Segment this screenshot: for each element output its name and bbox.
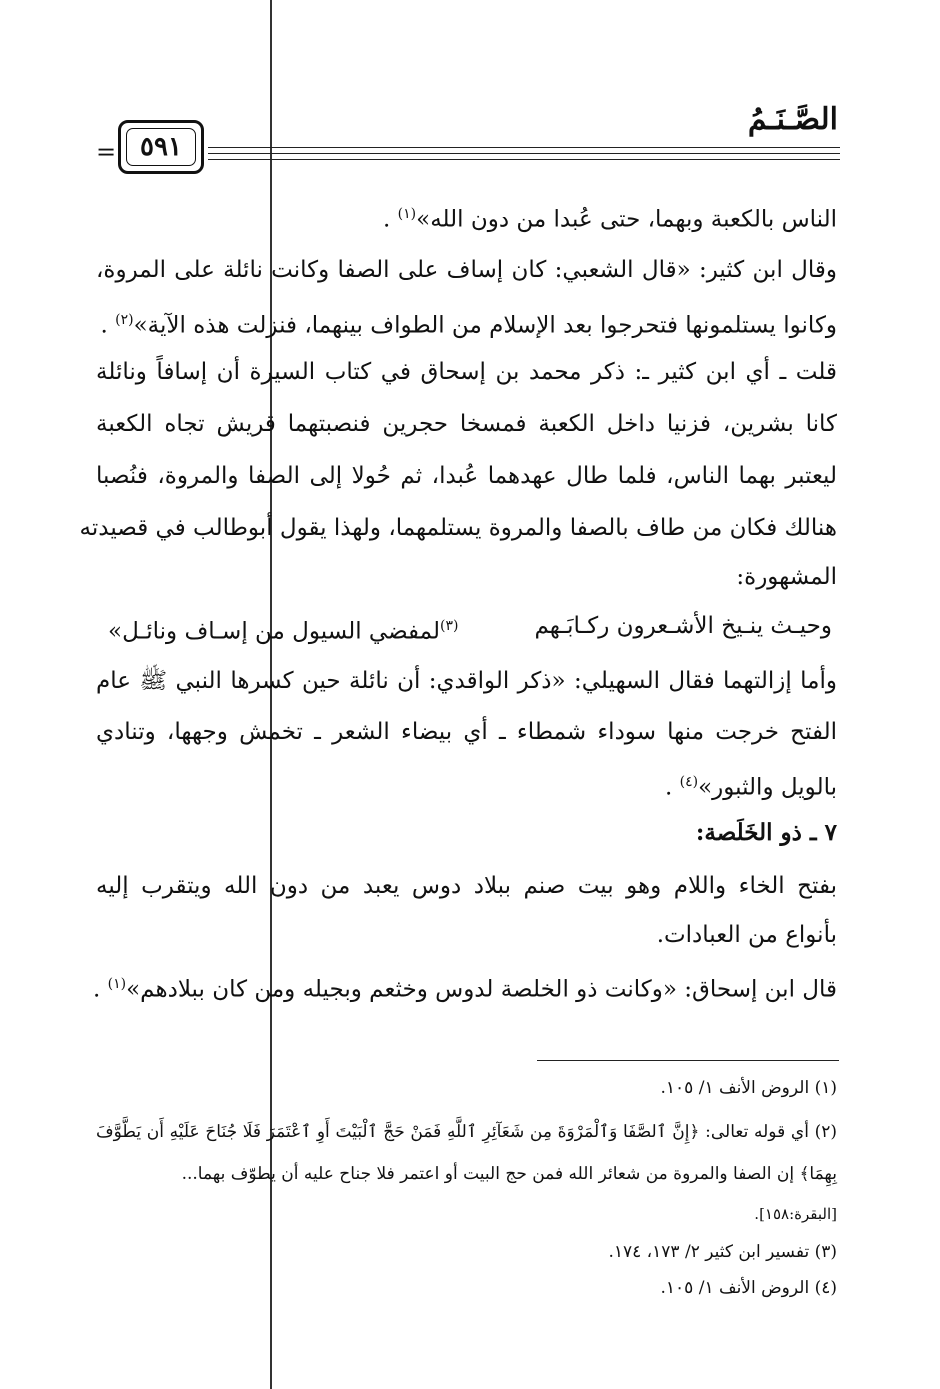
page-number: ٥٩١ [126, 128, 196, 166]
body-line: بأنواع من العبادات. [656, 922, 837, 948]
footnote: (٤) الروض الأنف ١/ ١٠٥. [660, 1278, 837, 1298]
verse-second-half: $^{(٣)}$لمفضي السيول من إسـاف ونائـل» [108, 618, 459, 645]
footnote: (٢) أي قوله تعالى: ﴿إِنَّ ٱلصَّفَا وَٱلْمَرْوَةَ مِن شَعَآئِرِ ٱللَّهِ فَمَنْ حَجَّ ٱلْبَيْتَ أَوِ ٱعْتَمَرَ فَلَا جُنَاحَ عَلَيْهِ أَن يَطَّوَّفَ [96, 1122, 838, 1142]
section-heading: ٧ ـ ذو الخَلَصة: [695, 819, 837, 846]
header-left-mark: = [96, 138, 117, 166]
body-line: كانا بشرين، فزنيا داخل الكعبة فمسخا حجرين فنصبتهما قريش تجاه الكعبة [96, 411, 837, 437]
verse-first-half: وحيـث ينـيخ الأشـعرون ركـابَـهم [534, 613, 832, 639]
body-line: قال ابن إسحاق: «وكانت ذو الخلصة لدوس وخثعم وبجيله ومن كان ببلادهم»$^{(١)}$ . [92, 976, 837, 1003]
body-line: بالويل والثبور»$^{(٤)}$ . [665, 774, 837, 801]
footnote: (٣) تفسير ابن كثير ٢/ ١٧٣، ١٧٤. [608, 1242, 837, 1262]
header-rule [208, 159, 840, 160]
body-line: المشهورة: [736, 564, 837, 590]
footnote-separator [537, 1060, 839, 1061]
running-header-title: الصَّـنَـمُ [747, 102, 838, 137]
body-line: بفتح الخاء واللام وهو بيت صنم ببلاد دوس يعبد من دون الله ويتقرب إليه [96, 873, 837, 899]
footnote-reference: [البقرة:١٥٨]. [754, 1205, 837, 1223]
page-number-frame [118, 120, 204, 174]
body-line: الناس بالكعبة وبهما، حتى عُبدا من دون الله»$^{(١)}$ . [383, 206, 837, 233]
footnote-continuation: بِهِمَا﴾ إن الصفا والمروة من شعائر الله فمن حج البيت أو اعتمر فلا جناح عليه أن يطوّف بهما... [181, 1164, 837, 1184]
body-line: هنالك فكان من طاف بالصفا والمروة يستلمهما، ولهذا يقول أبوطالب في قصيدته [79, 515, 837, 541]
footnote: (١) الروض الأنف ١/ ١٠٥. [660, 1078, 837, 1098]
body-line: ليعتبر بهما الناس، فلما طال عهدهما عُبدا، ثم حُولا إلى الصفا والمروة، فنُصبا [96, 463, 837, 489]
body-line: وقال ابن كثير: «قال الشعبي: كان إساف على الصفا وكانت نائلة على المروة، [96, 257, 837, 283]
header-rule [208, 147, 840, 148]
body-line: وكانوا يستلمونها فتحرجوا بعد الإسلام من الطواف بينهما، فنزلت هذه الآية»$^{(٢)}$ . [100, 312, 837, 339]
header-rule [208, 153, 840, 154]
body-line: الفتح خرجت منها سوداء شمطاء ـ أي بيضاء الشعر ـ تخمش وجهها، وتنادي [96, 719, 837, 745]
body-line: قلت ـ أي ابن كثير ـ: ذكر محمد بن إسحاق في كتاب السيرة أن إسافاً ونائلة [96, 359, 837, 385]
body-line: وأما إزالتهما فقال السهيلي: «ذكر الواقدي: أن نائلة حين كسرها النبي ﷺ عام [96, 668, 837, 694]
